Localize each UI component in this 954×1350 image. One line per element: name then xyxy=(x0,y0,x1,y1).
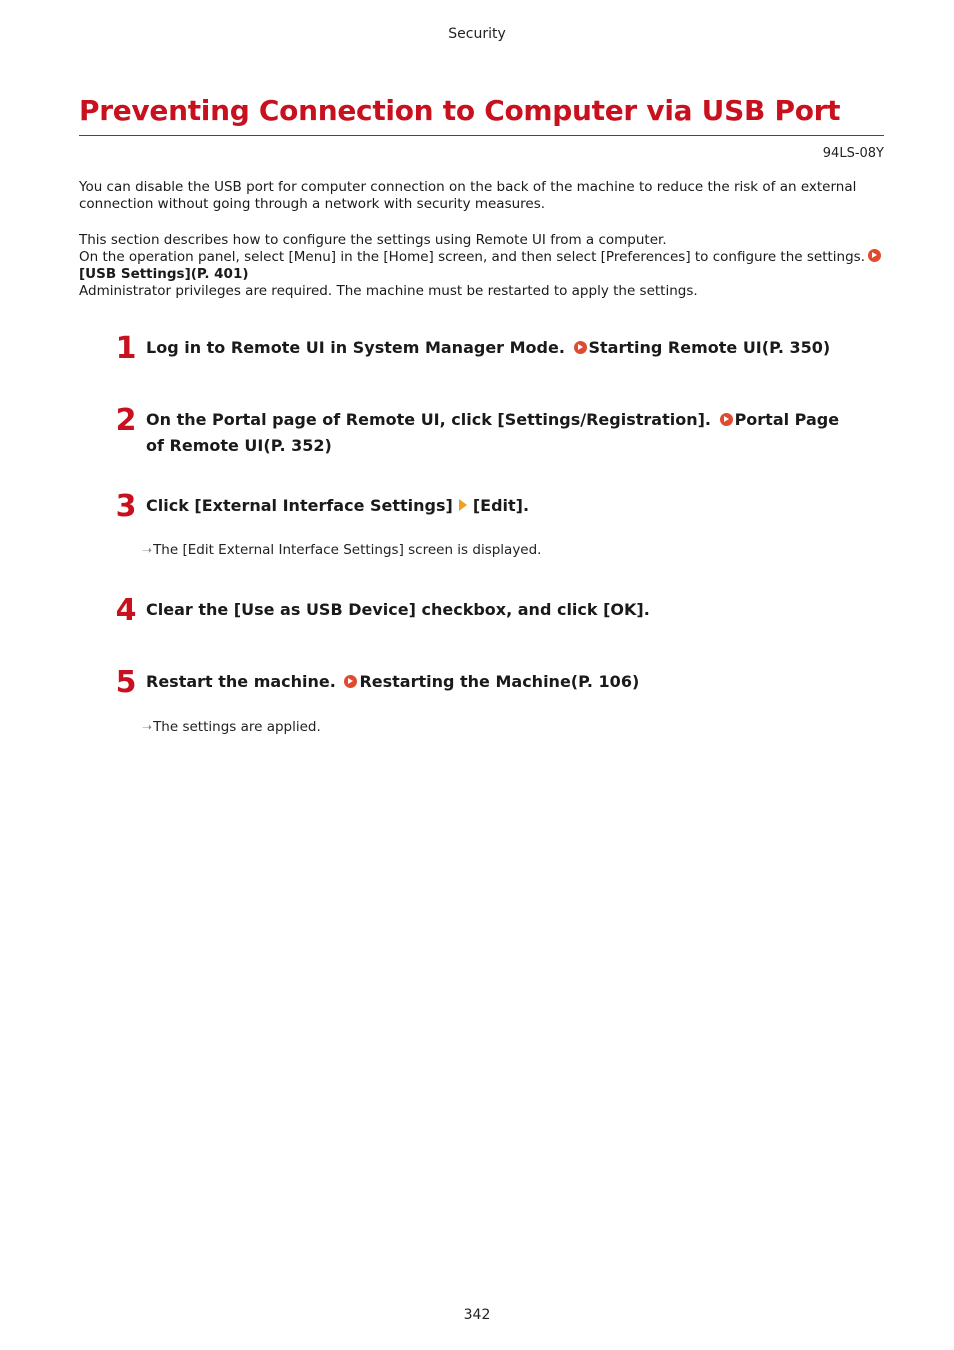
title-divider xyxy=(79,135,884,136)
step-instruction: On the Portal page of Remote UI, click [Settings/Registration]. xyxy=(146,410,711,429)
step-instruction-part-a: Click [External Interface Settings] xyxy=(146,496,453,515)
step-number: 1 xyxy=(115,331,137,366)
step-instruction-part-b: [Edit]. xyxy=(472,496,530,515)
portal-page-link[interactable]: Portal Page of Remote UI(P. 352) xyxy=(146,410,840,455)
intro-text-3 xyxy=(79,249,884,283)
intro-paragraph-1 xyxy=(79,179,884,213)
usb-settings-link[interactable]: [USB Settings](P. 401) xyxy=(79,266,249,282)
triangle-right-icon xyxy=(459,499,467,511)
intro-text-1: You can disable the USB port for computer connection on the back of the machine to reduce the risk of an external connection without going through a network with security measures. xyxy=(79,179,857,212)
step-instruction: Log in to Remote UI in System Manager Mode. xyxy=(146,338,565,357)
step-number: 5 xyxy=(115,665,137,700)
link-circle-arrow-icon xyxy=(868,249,881,262)
header-section-name: Security xyxy=(448,26,506,42)
step-5-result xyxy=(142,719,321,735)
step-number: 3 xyxy=(115,489,137,524)
step-text xyxy=(146,335,846,361)
intro-text-3-body: On the operation panel, select [Menu] in the [Home] screen, and then select [Preferences] to configure the settings. xyxy=(79,249,866,265)
restarting-machine-link[interactable]: Restarting the Machine(P. 106) xyxy=(359,672,640,691)
intro-text-2: This section describes how to configure the settings using Remote UI from a computer. xyxy=(79,232,667,248)
double-arrow-right-icon: ➝ xyxy=(142,720,151,734)
step-number: 4 xyxy=(115,593,137,628)
step-instruction: Clear the [Use as USB Device] checkbox, and click [OK]. xyxy=(146,600,650,619)
result-text: The settings are applied. xyxy=(153,719,321,735)
step-text xyxy=(146,407,846,459)
intro-text-4: Administrator privileges are required. The machine must be restarted to apply the settings. xyxy=(79,283,698,299)
step-instruction: Restart the machine. xyxy=(146,672,336,691)
document-code: 94LS-08Y xyxy=(822,146,884,161)
link-circle-arrow-icon xyxy=(720,413,733,426)
link-circle-arrow-icon xyxy=(574,341,587,354)
intro-paragraph-2 xyxy=(79,232,884,300)
page-title: Preventing Connection to Computer via USB Port xyxy=(79,94,841,127)
step-text xyxy=(146,597,846,623)
step-text xyxy=(146,669,846,695)
starting-remote-ui-link[interactable]: Starting Remote UI(P. 350) xyxy=(588,338,831,357)
result-text: The [Edit External Interface Settings] screen is displayed. xyxy=(153,542,542,558)
step-text xyxy=(146,493,846,519)
page-number: 342 xyxy=(463,1307,491,1323)
step-3-result xyxy=(142,542,541,558)
double-arrow-right-icon: ➝ xyxy=(142,543,151,557)
step-number: 2 xyxy=(115,403,137,438)
link-circle-arrow-icon xyxy=(344,675,357,688)
